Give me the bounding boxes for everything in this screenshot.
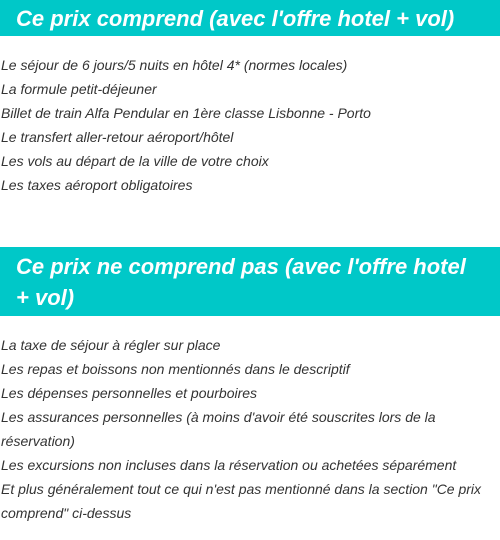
price-includes-heading: Ce prix comprend (avec l'offre hotel + vol) [0, 0, 500, 36]
list-item: Billet de train Alfa Pendular en 1ère classe Lisbonne - Porto [1, 105, 371, 121]
list-item: Les dépenses personnelles et pourboires [1, 385, 258, 401]
price-excludes-section [0, 247, 500, 525]
price-includes-list [0, 53, 500, 197]
list-item: La taxe de séjour à régler sur place [1, 337, 221, 353]
list-item: Et plus généralement tout ce qui n'est pas mentionné dans la section "Ce prix comprend" ci-dessus [1, 481, 482, 521]
price-excludes-heading: Ce prix ne comprend pas (avec l'offre hotel + vol) [0, 247, 500, 316]
price-excludes-list [0, 333, 500, 525]
list-item: Les assurances personnelles (à moins d'avoir été souscrites lors de la réservation) [1, 409, 436, 449]
list-item: Les vols au départ de la ville de votre choix [1, 153, 269, 169]
list-item: La formule petit-déjeuner [1, 81, 157, 97]
list-item: Les repas et boissons non mentionnés dans le descriptif [1, 361, 350, 377]
list-item: Le séjour de 6 jours/5 nuits en hôtel 4* (normes locales) [1, 57, 348, 73]
list-item: Le transfert aller-retour aéroport/hôtel [1, 129, 234, 145]
list-item: Les excursions non incluses dans la réservation ou achetées séparément [1, 457, 457, 473]
price-includes-section [0, 0, 500, 197]
list-item: Les taxes aéroport obligatoires [1, 177, 193, 193]
